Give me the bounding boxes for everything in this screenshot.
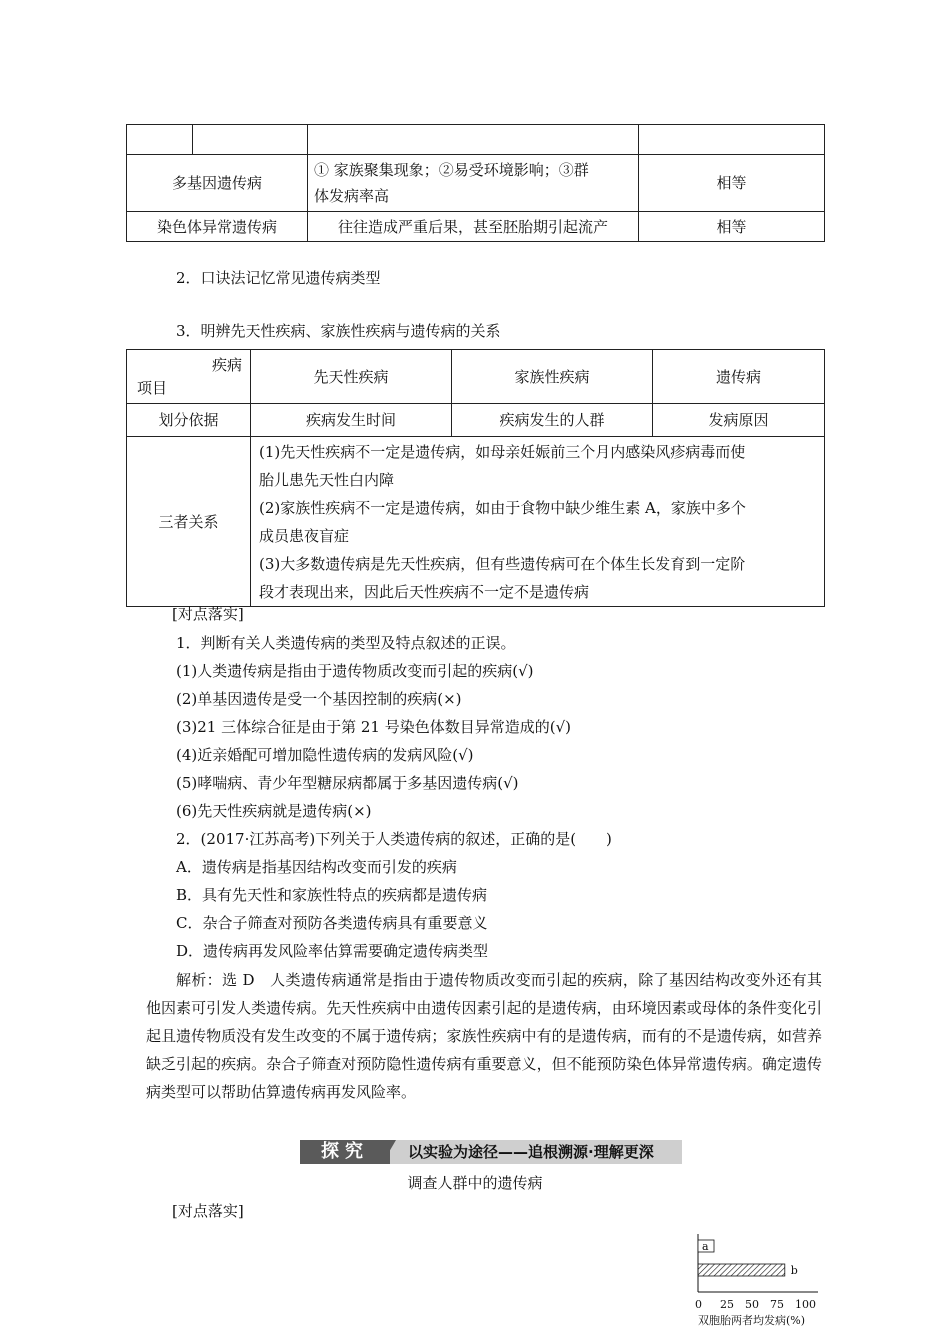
q1-item: (4)近亲婚配可增加隐性遗传病的发病风险(√) <box>176 746 474 764</box>
bar-label-a: a <box>702 1240 709 1253</box>
table-row <box>127 437 825 607</box>
x-tick-label: 0 <box>695 1298 702 1311</box>
banner-tag: 探究 <box>300 1140 390 1164</box>
explore-banner <box>300 1140 682 1164</box>
q2-option: C．杂合子筛查对预防各类遗传病具有重要意义 <box>176 914 488 932</box>
disease-type-table <box>126 124 825 242</box>
q2-analysis: 解析：选 D 人类遗传病通常是指由于遗传物质改变而引起的疾病，除了基因结构改变外还有其他因素可引发人类遗传病。先天性疾病中由遗传因素引起的是遗传病，由环境因素或母体的条件变化引起且遗传物质没有发生改变的不属于遗传病；家族性疾病中有的是遗传病，而有的不是遗传病，如营养缺乏引起的疾病。杂合子筛查对预防隐性遗传病有重要意义，但不能预防染色体异常遗传病。确定遗传病类型可以帮助估算遗传病再发风险率。 <box>146 971 822 1101</box>
disease-name: 染色体异常遗传病 <box>127 212 308 242</box>
col-genetic: 遗传病 <box>653 350 825 404</box>
basis-familial: 疾病发生的人群 <box>452 404 653 437</box>
section-label: [对点落实] <box>172 605 244 623</box>
corner-cell: 疾病 项目 <box>127 350 251 404</box>
disease-ratio: 相等 <box>639 155 825 212</box>
section-label: [对点落实] <box>172 1202 244 1220</box>
table-row <box>127 125 825 155</box>
disease-features: ① 家族聚集现象；②易受环境影响；③群 体发病率高 <box>308 155 639 212</box>
disease-ratio: 相等 <box>639 212 825 242</box>
q1-item: (3)21 三体综合征是由于第 21 号染色体数目异常造成的(√) <box>176 718 571 736</box>
relation-text: (1)先天性疾病不一定是遗传病，如母亲妊娠前三个月内感染风疹病毒而使 胎儿患先天性白内障 (2)家族性疾病不一定是遗传病，如由于食物中缺少维生素 A，家族中多个 成员患夜盲症 (3)大多数遗传病是先天性疾病，但有些遗传病可在个体生长发育到一定阶 段才表现出来，因此后天性疾病不一定不是遗传病 <box>251 437 825 607</box>
table-row <box>127 350 825 404</box>
x-tick-label: 75 <box>770 1298 784 1311</box>
basis-genetic: 发病原因 <box>653 404 825 437</box>
x-tick-label: 25 <box>720 1298 734 1311</box>
col-congenital: 先天性疾病 <box>251 350 452 404</box>
relation-label: 三者关系 <box>127 437 251 607</box>
q1-item: (1)人类遗传病是指由于遗传物质改变而引起的疾病(√) <box>176 662 534 680</box>
q1-stem: 1．判断有关人类遗传病的类型及特点叙述的正误。 <box>176 634 516 652</box>
x-tick-label: 100 <box>795 1298 816 1311</box>
bar-label-b: b <box>790 1264 798 1277</box>
q2-option: D．遗传病再发风险率估算需要确定遗传病类型 <box>176 942 489 960</box>
table-row <box>127 212 825 242</box>
table-row <box>127 155 825 212</box>
section-title: 调查人群中的遗传病 <box>407 1174 543 1192</box>
twin-incidence-chart <box>688 1228 820 1334</box>
disease-name: 多基因遗传病 <box>127 155 308 212</box>
q1-item: (2)单基因遗传是受一个基因控制的疾病(×) <box>176 690 462 708</box>
basis-congenital: 疾病发生时间 <box>251 404 452 437</box>
heading-mnemonic: 2．口诀法记忆常见遗传病类型 <box>176 269 381 287</box>
q2-option: A．遗传病是指基因结构改变而引发的疾病 <box>176 858 457 876</box>
basis-label: 划分依据 <box>127 404 251 437</box>
table-row <box>127 404 825 437</box>
banner-subtitle: 以实验为途径——追根溯源·理解更深 <box>408 1143 654 1161</box>
bar-b <box>698 1264 785 1276</box>
relation-table <box>126 349 825 607</box>
x-axis-label: 双胞胎两者均发病(%) <box>698 1314 806 1327</box>
q2-option: B．具有先天性和家族性特点的疾病都是遗传病 <box>176 886 488 904</box>
q1-item: (5)哮喘病、青少年型糖尿病都属于多基因遗传病(√) <box>176 774 519 792</box>
x-tick-label: 50 <box>745 1298 759 1311</box>
heading-relation: 3．明辨先天性疾病、家族性疾病与遗传病的关系 <box>176 322 501 340</box>
q1-item: (6)先天性疾病就是遗传病(×) <box>176 802 372 820</box>
col-familial: 家族性疾病 <box>452 350 653 404</box>
q2-stem: 2．(2017·江苏高考)下列关于人类遗传病的叙述，正确的是( ) <box>176 830 612 848</box>
disease-features: 往往造成严重后果，甚至胚胎期引起流产 <box>308 212 639 242</box>
